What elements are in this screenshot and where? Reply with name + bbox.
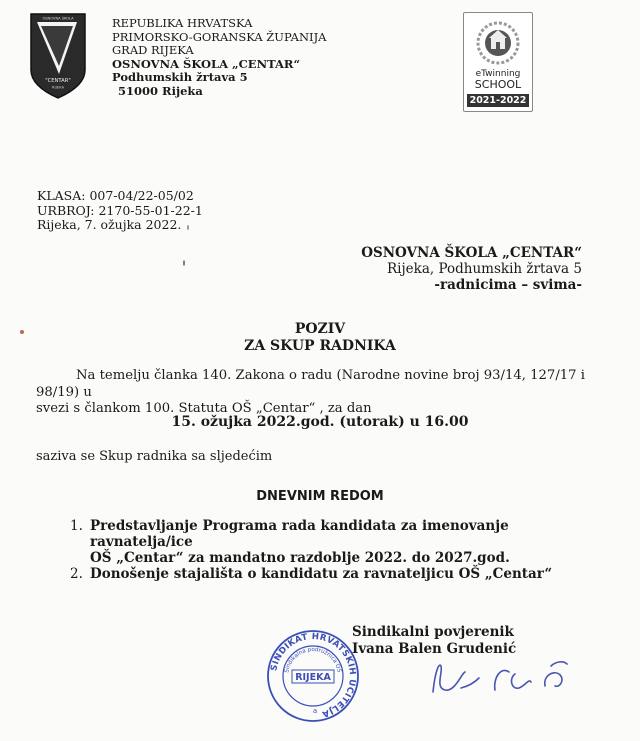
document-title xyxy=(0,321,640,355)
handwritten-signature xyxy=(425,652,585,706)
logo-name: "CENTAR" xyxy=(45,78,71,84)
stamp-ring-text: SINDIKAT HRVATSKIH UČITELJA xyxy=(269,631,358,719)
logo-city: RIJEKA xyxy=(51,84,65,90)
etwinning-brand: eTwinning xyxy=(475,69,521,79)
header-line-school: OSNOVNA ŠKOLA „CENTAR“ xyxy=(112,56,301,71)
agenda-item-text: Predstavljanje Programa rada kandidata za imenovanje ravnatelja/ice xyxy=(90,518,509,550)
etwinning-badge xyxy=(463,12,533,112)
stamp-inner-text: Sindikalna podružnica OŠ xyxy=(284,646,342,674)
union-stamp xyxy=(266,629,360,723)
recipient-block xyxy=(361,245,582,293)
signature-name: Ivana Balen Grudenić xyxy=(352,641,517,657)
header-line-city: GRAD RIJEKA xyxy=(112,43,194,58)
title-line-2: ZA SKUP RADNIKA xyxy=(244,338,396,354)
header-line-street: Podhumskih žrtava 5 xyxy=(112,70,248,85)
agenda-item-number: 2. xyxy=(70,566,83,582)
etwinning-type: SCHOOL xyxy=(474,78,522,91)
recipient-address: Rijeka, Podhumskih žrtava 5 xyxy=(387,261,582,277)
etwinning-years: 2021-2022 xyxy=(467,94,529,107)
convening-line: saziva se Skup radnika sa sljedećim xyxy=(36,449,273,464)
intro-line-2: svezi s člankom 100. Statuta OŠ „Centar“ , za dan xyxy=(36,401,372,416)
school-header xyxy=(112,17,327,99)
stamp-mark: a xyxy=(312,707,318,715)
signature-role: Sindikalni povjerenik xyxy=(352,624,514,640)
agenda-item-number: 1. xyxy=(70,518,83,534)
scan-speck xyxy=(20,330,24,334)
header-line-republic: REPUBLIKA HRVATSKA xyxy=(112,16,253,30)
header-line-county: PRIMORSKO-GORANSKA ŽUPANIJA xyxy=(112,29,327,44)
logo-top-text: OSNOVNA ŠKOLA xyxy=(42,16,74,21)
reference-block xyxy=(37,189,203,233)
agenda-heading: DNEVNIM REDOM xyxy=(256,489,384,504)
meeting-date: 15. ožujka 2022.god. (utorak) u 16.00 xyxy=(171,414,469,430)
scan-speck xyxy=(183,260,185,266)
title-line-1: POZIV xyxy=(294,321,346,337)
stamp-city: RIJEKA xyxy=(295,672,331,683)
urbroj: URBROJ: 2170-55-01-22-1 xyxy=(37,202,203,218)
recipient-name: OSNOVNA ŠKOLA „CENTAR“ xyxy=(361,245,582,261)
header-line-postcode: 51000 Rijeka xyxy=(118,83,203,98)
intro-line-1: Na temelju članka 140. Zakona o radu (Narodne novine broj 93/14, 127/17 i 98/19) u xyxy=(36,368,585,400)
etwinning-emblem-icon xyxy=(464,13,532,71)
agenda-list xyxy=(70,518,600,582)
place-date: Rijeka, 7. ožujka 2022. xyxy=(37,217,182,232)
agenda-item xyxy=(70,566,600,582)
klasa: KLASA: 007-04/22-05/02 xyxy=(37,188,194,203)
school-logo xyxy=(29,12,87,100)
agenda-item-text-cont: OŠ „Centar“ za mandatno razdoblje 2022. do 2027.god. xyxy=(90,550,510,566)
intro-paragraph xyxy=(36,368,596,418)
recipient-to: -radnicima – svima- xyxy=(434,277,582,293)
scan-speck xyxy=(187,225,189,230)
agenda-item xyxy=(70,518,600,566)
agenda-item-text: Donošenje stajališta o kandidatu za ravnateljicu OŠ „Centar“ xyxy=(90,566,553,582)
